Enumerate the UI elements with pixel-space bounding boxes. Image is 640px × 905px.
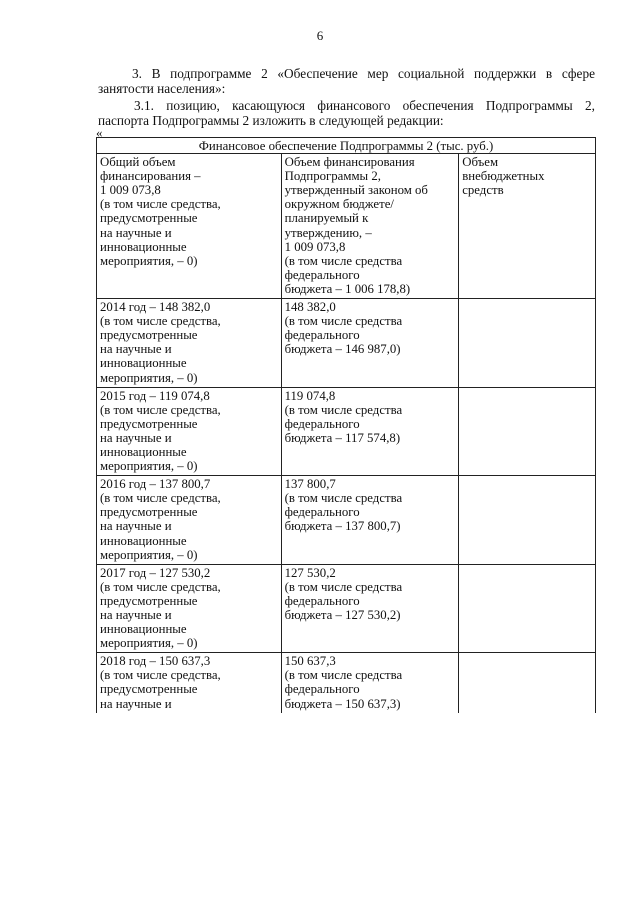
paragraph-financing-position: 3.1. позицию, касающуюся финансового обеспечения Подпрограммы 2, паспорта Подпрограммы 2 изложить в следующей редакции:	[98, 98, 595, 128]
table-row-2017	[97, 564, 596, 653]
table-cell-year-total: 2018 год – 150 637,3 (в том числе средства, предусмотренные на научные и	[97, 653, 282, 713]
table-cell-year-budget: 148 382,0 (в том числе средства федерального бюджета – 146 987,0)	[281, 299, 459, 388]
table-row-2016	[97, 476, 596, 565]
paragraph-subprogram-2: 3. В подпрограмме 2 «Обеспечение мер социальной поддержки в сфере занятости населения»:	[98, 66, 595, 96]
table-cell-total-amount: Общий объем финансирования – 1 009 073,8 (в том числе средства, предусмотренные на научные и инновационные мероприятия, – 0)	[97, 154, 282, 299]
page-number: 6	[316, 28, 324, 43]
table-header-row	[97, 138, 596, 154]
table-cell-budget-amount: Объем финансирования Подпрограммы 2, утвержденный законом об окружном бюджете/ планируемый к утверждению, – 1 009 073,8 (в том числе средства федерального бюджета – 1 006 178,8)	[281, 154, 459, 299]
table-cell-year-total: 2017 год – 127 530,2 (в том числе средства, предусмотренные на научные и инновационные мероприятия, – 0)	[97, 564, 282, 653]
opening-quote: «	[96, 125, 103, 140]
table-cell-year-budget: 119 074,8 (в том числе средства федерального бюджета – 117 574,8)	[281, 387, 459, 476]
table-cell-extrabudgetary: Объем внебюджетных средств	[459, 154, 596, 299]
table-row-total	[97, 154, 596, 299]
table-row-2018	[97, 653, 596, 713]
financing-table	[96, 137, 596, 713]
table-cell-year-extrabudgetary	[459, 387, 596, 476]
table-cell-year-total: 2014 год – 148 382,0 (в том числе средства, предусмотренные на научные и инновационные мероприятия, – 0)	[97, 299, 282, 388]
table-cell-year-total: 2016 год – 137 800,7 (в том числе средства, предусмотренные на научные и инновационные мероприятия, – 0)	[97, 476, 282, 565]
table-cell-year-extrabudgetary	[459, 476, 596, 565]
table-cell-year-budget: 127 530,2 (в том числе средства федерального бюджета – 127 530,2)	[281, 564, 459, 653]
table-cell-year-extrabudgetary	[459, 564, 596, 653]
table-cell-year-budget: 150 637,3 (в том числе средства федерального бюджета – 150 637,3)	[281, 653, 459, 713]
table-cell-year-extrabudgetary	[459, 299, 596, 388]
table-row-2015	[97, 387, 596, 476]
table-cell-year-budget: 137 800,7 (в том числе средства федерального бюджета – 137 800,7)	[281, 476, 459, 565]
table-row-2014	[97, 299, 596, 388]
table-cell-year-total: 2015 год – 119 074,8 (в том числе средства, предусмотренные на научные и инновационные мероприятия, – 0)	[97, 387, 282, 476]
table-header: Финансовое обеспечение Подпрограммы 2 (тыс. руб.)	[97, 138, 596, 154]
table-cell-year-extrabudgetary	[459, 653, 596, 713]
